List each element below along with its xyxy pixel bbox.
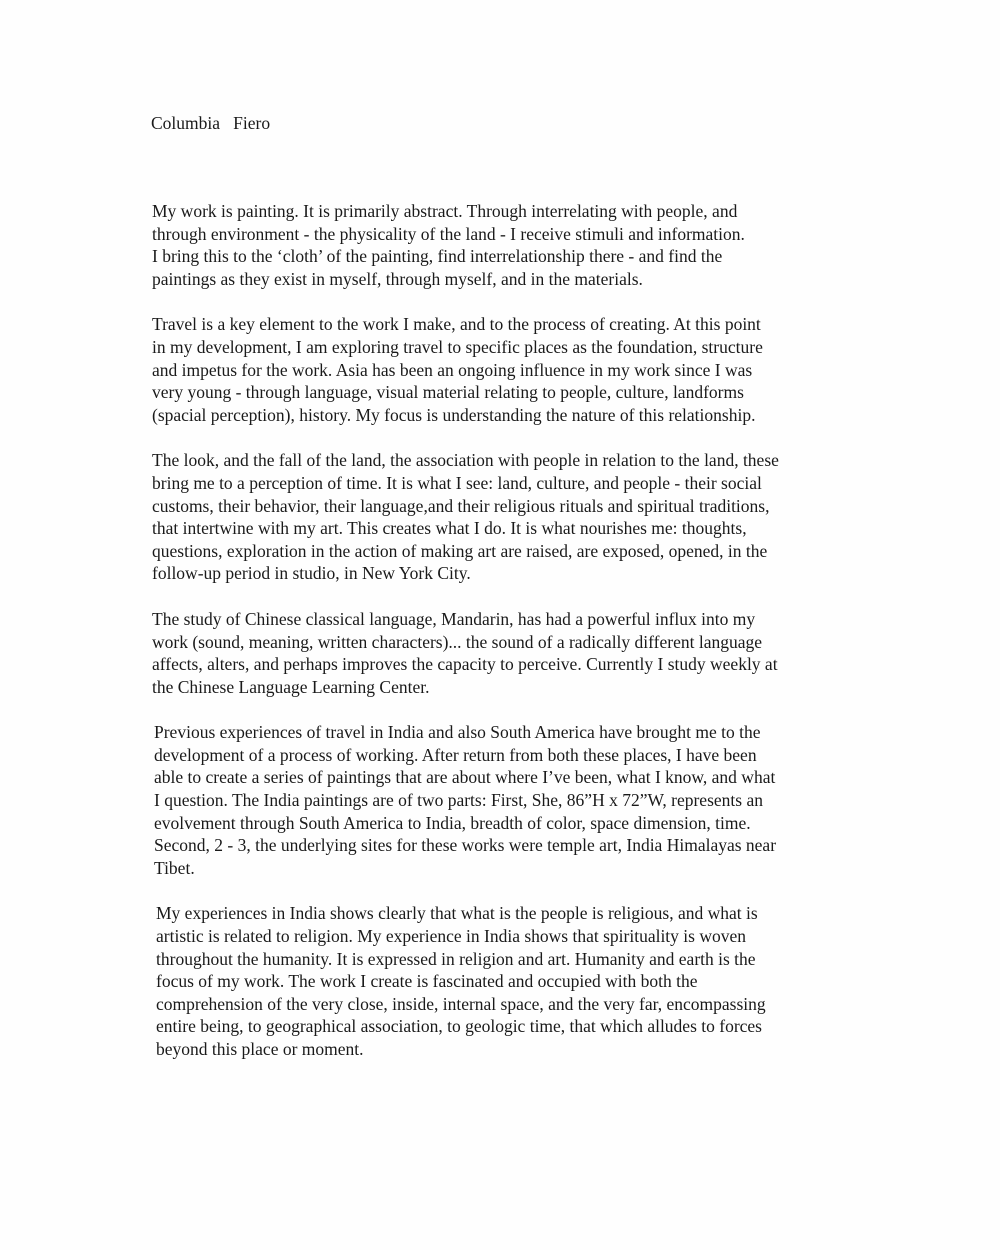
text-line: Second, 2 - 3, the underlying sites for these works were temple art, India Himalayas near: [154, 835, 777, 856]
text-line: able to create a series of paintings that are about where I’ve been, what I know, and what: [154, 767, 776, 788]
text-line: My work is painting. It is primarily abstract. Through interrelating with people, and: [152, 201, 738, 221]
text-line: bring me to a perception of time. It is what I see: land, culture, and people - their social: [152, 472, 762, 493]
text-line: I bring this to the ‘cloth’ of the painting, find interrelationship there - and find the: [152, 246, 723, 267]
text-line: Tibet.: [154, 857, 195, 878]
paragraph-5: [154, 721, 852, 879]
text-line: customs, their behavior, their language,and their religious rituals and spiritual traditions,: [152, 495, 770, 516]
paragraph-3: [152, 449, 852, 585]
text-line: that intertwine with my art. This creates what I do. It is what nourishes me: thoughts,: [152, 518, 747, 539]
text-line: throughout the humanity. It is expressed in religion and art. Humanity and earth is the: [156, 948, 756, 969]
text-line: paintings as they exist in myself, through myself, and in the materials.: [152, 268, 643, 289]
text-line: in my development, I am exploring travel to specific places as the foundation, structure: [152, 336, 763, 357]
paragraph-4: [152, 608, 852, 698]
text-line: Previous experiences of travel in India and also South America have brought me to the: [154, 722, 761, 743]
text-line: artistic is related to religion. My experience in India shows that spirituality is woven: [156, 926, 747, 947]
text-line: entire being, to geographical association, to geologic time, that which alludes to forces: [156, 1016, 762, 1037]
text-line: affects, alters, and perhaps improves the capacity to perceive. Currently I study weekly at: [152, 654, 778, 675]
text-line: comprehension of the very close, inside, internal space, and the very far, encompassing: [156, 993, 766, 1014]
statement-body: [152, 200, 852, 1084]
text-line: beyond this place or moment.: [156, 1039, 364, 1059]
text-line: The look, and the fall of the land, the association with people in relation to the land, these: [152, 450, 779, 471]
paragraph-6: [156, 902, 852, 1060]
text-line: Travel is a key element to the work I make, and to the process of creating. At this point: [152, 314, 761, 335]
text-line: focus of my work. The work I create is fascinated and occupied with both the: [156, 971, 698, 992]
text-line: (spacial perception), history. My focus is understanding the nature of this relationship.: [152, 404, 756, 425]
text-line: work (sound, meaning, written characters)... the sound of a radically different language: [152, 631, 763, 652]
text-line: and impetus for the work. Asia has been an ongoing influence in my work since I was: [152, 359, 753, 380]
text-line: very young - through language, visual material relating to people, culture, landforms: [152, 382, 744, 403]
author-name: Columbia Fiero: [151, 113, 271, 133]
text-line: My experiences in India shows clearly that what is the people is religious, and what is: [156, 903, 758, 924]
text-line: I question. The India paintings are of two parts: First, She, 86”H x 72”W, represents an: [154, 790, 763, 811]
text-line: development of a process of working. After return from both these places, I have been: [154, 744, 757, 765]
text-line: questions, exploration in the action of making art are raised, are exposed, opened, in the: [152, 540, 768, 561]
text-line: the Chinese Language Learning Center.: [152, 676, 430, 697]
paragraph-1: [152, 200, 852, 290]
text-line: follow-up period in studio, in New York City.: [152, 563, 471, 584]
paragraph-2: [152, 313, 852, 426]
text-line: The study of Chinese classical language, Mandarin, has had a powerful influx into my: [152, 608, 756, 629]
text-line: through environment - the physicality of the land - I receive stimuli and information.: [152, 223, 745, 244]
text-line: evolvement through South America to India, breadth of color, space dimension, time.: [154, 812, 751, 833]
